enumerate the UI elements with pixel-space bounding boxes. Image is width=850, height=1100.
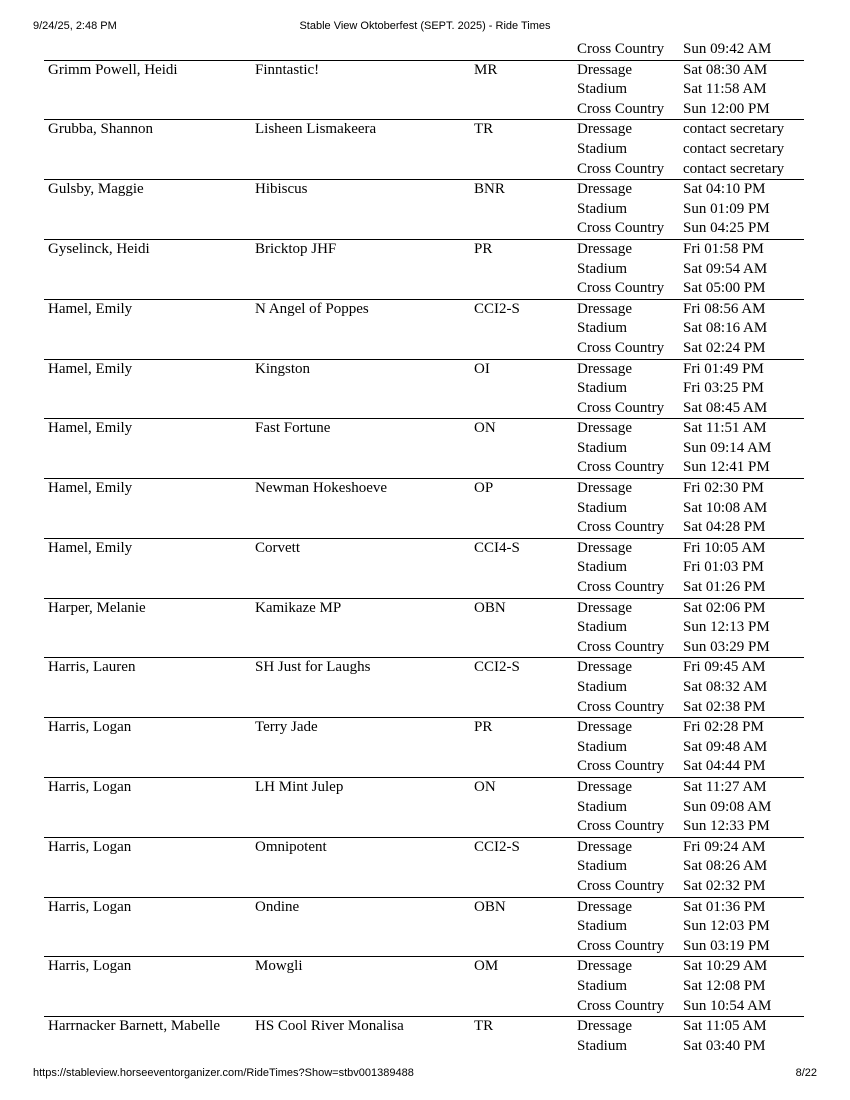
table-row: [44, 778, 804, 798]
ride-time: Fri 03:25 PM: [683, 380, 764, 397]
division-code: OBN: [474, 898, 506, 915]
ride-time: Fri 08:56 AM: [683, 300, 766, 317]
ride-phase: Dressage: [577, 539, 632, 556]
division-code: ON: [474, 420, 496, 437]
ride-phase: Dressage: [577, 480, 632, 497]
ride-time: Sat 04:44 PM: [683, 758, 766, 775]
division-code: ON: [474, 778, 496, 795]
ride-phase: Stadium: [577, 679, 628, 695]
ride-time: Sat 02:32 PM: [683, 877, 766, 894]
rider-name: Harper, Melanie: [48, 599, 146, 616]
entry-group: [44, 838, 804, 898]
rider-name: Harris, Logan: [48, 838, 132, 855]
division-code: BNR: [474, 181, 505, 198]
table-row: [44, 698, 804, 718]
entry-group: [44, 957, 804, 1017]
ride-time: Sat 02:38 PM: [683, 698, 766, 715]
ride-time: Sat 03:40 PM: [683, 1037, 766, 1054]
ride-phase: Dressage: [577, 121, 632, 138]
table-row: [44, 439, 804, 459]
table-row: [44, 1017, 804, 1037]
ride-times-table: [44, 40, 804, 1056]
table-row: [44, 120, 804, 140]
table-row: [44, 599, 804, 619]
ride-phase: Dressage: [577, 61, 632, 78]
rider-name: Harris, Logan: [48, 778, 132, 795]
ride-phase: Cross Country: [577, 877, 665, 894]
entry-group: [44, 539, 804, 599]
ride-time: Sat 11:27 AM: [683, 778, 767, 795]
ride-time: contact secretary: [683, 160, 785, 177]
entry-group: [44, 61, 804, 121]
horse-name: Corvett: [255, 539, 300, 556]
ride-phase: Stadium: [577, 977, 628, 994]
ride-phase: Stadium: [577, 499, 628, 516]
table-row: [44, 260, 804, 280]
horse-name: Finntastic!: [255, 61, 320, 78]
rider-name: Harris, Lauren: [48, 659, 136, 676]
ride-time: Sat 10:29 AM: [683, 958, 768, 975]
ride-phase: Dressage: [577, 838, 632, 855]
table-row: [44, 360, 804, 380]
ride-time: Sun 12:03 PM: [683, 918, 770, 935]
ride-time: Sat 08:30 AM: [683, 61, 768, 78]
table-row: [44, 100, 804, 120]
ride-time: Fri 01:03 PM: [683, 559, 764, 576]
ride-time: Sat 11:58 AM: [683, 81, 767, 98]
ride-phase: Stadium: [577, 380, 628, 397]
ride-time: Sun 10:54 AM: [683, 997, 772, 1014]
horse-name: HS Cool River Monalisa: [255, 1018, 404, 1035]
entry-group: [44, 360, 804, 420]
division-code: OM: [474, 958, 499, 975]
table-row: [44, 678, 804, 698]
table-row: [44, 877, 804, 897]
horse-name: SH Just for Laughs: [255, 659, 371, 676]
horse-name: N Angel of Poppes: [255, 300, 369, 317]
entry-group: [44, 240, 804, 300]
ride-phase: Cross Country: [577, 160, 665, 177]
table-row: [44, 200, 804, 220]
ride-time: Fri 01:58 PM: [683, 240, 764, 257]
ride-time: Sun 09:14 AM: [683, 439, 772, 456]
ride-phase: Dressage: [577, 181, 632, 198]
ride-phase: Dressage: [577, 898, 632, 915]
ride-phase: Dressage: [577, 958, 632, 975]
division-code: OP: [474, 480, 494, 497]
ride-phase: Cross Country: [577, 220, 665, 237]
ride-phase: Stadium: [577, 439, 628, 456]
table-row: [44, 539, 804, 559]
entry-group: [44, 898, 804, 958]
rider-name: Harris, Logan: [48, 719, 132, 736]
ride-time: Sun 03:19 PM: [683, 937, 770, 954]
rider-name: Gyselinck, Heidi: [48, 240, 150, 257]
ride-phase: Stadium: [577, 320, 628, 337]
ride-phase: Cross Country: [577, 818, 665, 835]
rider-name: Harrnacker Barnett, Mabelle: [48, 1018, 220, 1035]
horse-name: Hibiscus: [255, 181, 308, 198]
division-code: MR: [474, 61, 498, 78]
division-code: OBN: [474, 599, 506, 616]
rider-name: Hamel, Emily: [48, 539, 133, 556]
table-row: [44, 937, 804, 957]
entry-group: [44, 300, 804, 360]
ride-time: Sun 03:29 PM: [683, 638, 770, 655]
ride-phase: Cross Country: [577, 459, 665, 476]
ride-phase: Cross Country: [577, 638, 665, 655]
horse-name: Newman Hokeshoeve: [255, 480, 388, 497]
rider-name: Harris, Logan: [48, 958, 132, 975]
ride-phase: Dressage: [577, 659, 632, 676]
ride-time: Sun 09:42 AM: [683, 41, 772, 57]
table-row: [44, 499, 804, 519]
table-row: [44, 518, 804, 538]
entry-group: [44, 419, 804, 479]
ride-phase: Stadium: [577, 738, 628, 755]
ride-time: Sat 08:45 AM: [683, 399, 768, 416]
ride-time: Fri 02:28 PM: [683, 719, 764, 736]
ride-time: Sun 01:09 PM: [683, 200, 770, 217]
horse-name: Terry Jade: [255, 719, 318, 736]
page-url: https://stableview.horseeventorganizer.com/RideTimes?Show=stbv001389488: [33, 1067, 414, 1079]
print-datetime: 9/24/25, 2:48 PM: [33, 20, 117, 32]
rider-name: Gulsby, Maggie: [48, 181, 144, 198]
table-row: [44, 379, 804, 399]
ride-time: contact secretary: [683, 140, 785, 157]
ride-time: Sun 12:41 PM: [683, 459, 770, 476]
entry-group: [44, 658, 804, 718]
ride-phase: Cross Country: [577, 41, 665, 57]
table-row: [44, 917, 804, 937]
ride-phase: Stadium: [577, 918, 628, 935]
ride-phase: Cross Country: [577, 698, 665, 715]
ride-phase: Stadium: [577, 798, 628, 815]
ride-phase: Cross Country: [577, 100, 665, 117]
ride-phase: Dressage: [577, 778, 632, 795]
ride-time: Fri 02:30 PM: [683, 480, 764, 497]
table-row: [44, 757, 804, 777]
horse-name: Omnipotent: [255, 838, 327, 855]
ride-phase: Stadium: [577, 200, 628, 217]
entry-group: [44, 1017, 804, 1056]
ride-phase: Cross Country: [577, 339, 665, 356]
ride-time: contact secretary: [683, 121, 785, 138]
table-row: [44, 399, 804, 419]
ride-time: Sat 01:26 PM: [683, 579, 766, 596]
ride-phase: Dressage: [577, 360, 632, 377]
table-row: [44, 1037, 804, 1057]
horse-name: LH Mint Julep: [255, 778, 344, 795]
ride-time: Sun 09:08 AM: [683, 798, 772, 815]
table-row: [44, 618, 804, 638]
ride-phase: Stadium: [577, 559, 628, 576]
rider-name: Harris, Logan: [48, 898, 132, 915]
division-code: PR: [474, 240, 493, 257]
table-row: [44, 140, 804, 160]
table-row: [44, 458, 804, 478]
table-row: [44, 160, 804, 180]
horse-name: Kamikaze MP: [255, 599, 342, 616]
division-code: CCI2-S: [474, 300, 520, 317]
ride-phase: Cross Country: [577, 280, 665, 297]
ride-time: Sat 10:08 AM: [683, 499, 768, 516]
ride-phase: Cross Country: [577, 519, 665, 536]
entry-group: [44, 599, 804, 659]
table-row: [44, 977, 804, 997]
ride-phase: Dressage: [577, 240, 632, 257]
division-code: TR: [474, 121, 494, 138]
ride-phase: Stadium: [577, 260, 628, 277]
ride-phase: Stadium: [577, 81, 628, 98]
table-row: [44, 419, 804, 439]
rider-name: Hamel, Emily: [48, 480, 133, 497]
table-row: [44, 857, 804, 877]
division-code: CCI2-S: [474, 659, 520, 676]
ride-time: Sat 08:32 AM: [683, 679, 768, 695]
ride-phase: Dressage: [577, 719, 632, 736]
ride-phase: Dressage: [577, 1018, 632, 1035]
ride-phase: Stadium: [577, 140, 628, 157]
entry-group: [44, 120, 804, 180]
horse-name: Bricktop JHF: [255, 240, 337, 257]
ride-time: Sat 11:05 AM: [683, 1018, 767, 1035]
ride-phase: Dressage: [577, 420, 632, 437]
rider-name: Hamel, Emily: [48, 420, 133, 437]
horse-name: Fast Fortune: [255, 420, 331, 437]
ride-time: Sat 01:36 PM: [683, 898, 766, 915]
ride-phase: Stadium: [577, 858, 628, 875]
ride-phase: Cross Country: [577, 579, 665, 596]
ride-time: Fri 09:24 AM: [683, 838, 766, 855]
ride-time: Sat 09:54 AM: [683, 260, 768, 277]
ride-time: Fri 01:49 PM: [683, 360, 764, 377]
ride-time: Sat 08:16 AM: [683, 320, 768, 337]
ride-phase: Cross Country: [577, 399, 665, 416]
table-row: [44, 658, 804, 678]
division-code: TR: [474, 1018, 494, 1035]
ride-time: Sun 12:33 PM: [683, 818, 770, 835]
entry-group: [44, 718, 804, 778]
entry-group: [44, 40, 804, 61]
ride-time: Sat 09:48 AM: [683, 738, 768, 755]
ride-time: Sat 04:10 PM: [683, 181, 766, 198]
horse-name: Mowgli: [255, 958, 303, 975]
page-title: Stable View Oktoberfest (SEPT. 2025) - Ride Times: [299, 20, 551, 32]
entry-group: [44, 479, 804, 539]
page-number: 8/22: [795, 1067, 817, 1079]
table-row: [44, 240, 804, 260]
ride-time: Sat 02:06 PM: [683, 599, 766, 616]
table-row: [44, 319, 804, 339]
table-row: [44, 838, 804, 858]
table-row: [44, 479, 804, 499]
ride-time: Sat 08:26 AM: [683, 858, 768, 875]
rider-name: Grimm Powell, Heidi: [48, 61, 178, 78]
table-row: [44, 898, 804, 918]
ride-time: Sun 12:13 PM: [683, 619, 770, 636]
division-code: OI: [474, 360, 490, 377]
table-row: [44, 219, 804, 239]
rider-name: Hamel, Emily: [48, 360, 133, 377]
division-code: CCI2-S: [474, 838, 520, 855]
horse-name: Lisheen Lismakeera: [255, 121, 377, 138]
ride-time: Sat 02:24 PM: [683, 339, 766, 356]
ride-time: Sat 05:00 PM: [683, 280, 766, 297]
rider-name: Hamel, Emily: [48, 300, 133, 317]
table-row: [44, 798, 804, 818]
ride-time: Fri 09:45 AM: [683, 659, 766, 676]
division-code: PR: [474, 719, 493, 736]
division-code: CCI4-S: [474, 539, 520, 556]
ride-time: Sat 04:28 PM: [683, 519, 766, 536]
table-row: [44, 80, 804, 100]
table-row: [44, 558, 804, 578]
table-row: [44, 817, 804, 837]
table-row: [44, 718, 804, 738]
ride-time: Fri 10:05 AM: [683, 539, 766, 556]
table-row: [44, 279, 804, 299]
ride-time: Sun 12:00 PM: [683, 100, 770, 117]
table-row: [44, 61, 804, 81]
ride-phase: Stadium: [577, 1037, 628, 1054]
table-row: [44, 300, 804, 320]
table-row: [44, 180, 804, 200]
ride-phase: Dressage: [577, 300, 632, 317]
ride-phase: Stadium: [577, 619, 628, 636]
ride-time: Sat 12:08 PM: [683, 977, 766, 994]
table-row: [44, 339, 804, 359]
table-row: [44, 638, 804, 658]
ride-phase: Cross Country: [577, 997, 665, 1014]
table-row: [44, 738, 804, 758]
table-row: [44, 40, 804, 60]
rider-name: Grubba, Shannon: [48, 121, 153, 138]
ride-phase: Dressage: [577, 599, 632, 616]
ride-phase: Cross Country: [577, 937, 665, 954]
entry-group: [44, 180, 804, 240]
horse-name: Kingston: [255, 360, 311, 377]
ride-time: Sun 04:25 PM: [683, 220, 770, 237]
ride-time: Sat 11:51 AM: [683, 420, 767, 437]
table-row: [44, 578, 804, 598]
table-row: [44, 957, 804, 977]
horse-name: Ondine: [255, 898, 300, 915]
entry-group: [44, 778, 804, 838]
ride-phase: Cross Country: [577, 758, 665, 775]
table-row: [44, 997, 804, 1017]
